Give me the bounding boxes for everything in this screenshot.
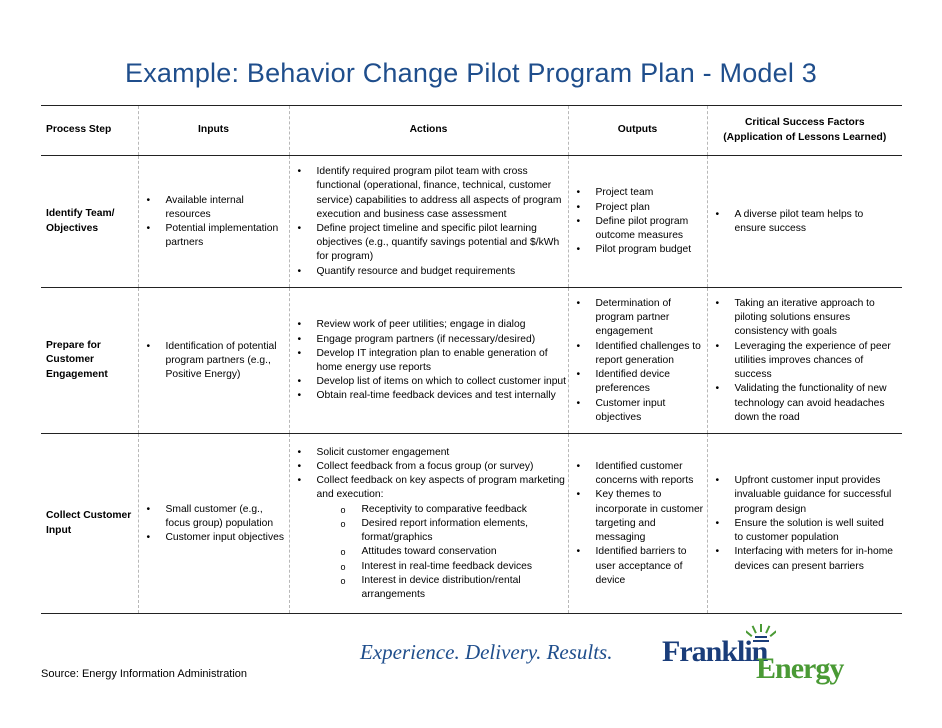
- list-item-text: Interfacing with meters for in-home devices can present barriers: [734, 546, 894, 572]
- list-item-text: Leveraging the experience of peer utilities improves chances of success: [734, 340, 891, 381]
- header-critical-success-factors: Critical Success Factors (Application of Lessons Learned): [707, 106, 902, 156]
- list-item-text: Ensure the solution is well suited to customer population: [734, 517, 884, 544]
- list-item: [139, 503, 289, 531]
- outputs-list: [569, 460, 707, 588]
- list-item-text: Engage program partners (if necessary/desired): [316, 333, 536, 345]
- list-item-text: Project team: [595, 187, 654, 199]
- list-item: [290, 460, 568, 474]
- inputs-list: [139, 194, 289, 251]
- sub-list-item: o Receptivity to comparative feedback: [317, 503, 568, 517]
- program-plan-table: [41, 105, 902, 614]
- list-item-text: Develop IT integration plan to enable generation of home energy use reports: [316, 347, 548, 373]
- list-item: [708, 208, 895, 236]
- sub-list: [317, 503, 568, 602]
- list-item-text: Identification of potential program partners (e.g., Positive Energy): [165, 340, 277, 381]
- actions-cell: [289, 288, 568, 434]
- list-item: [139, 222, 289, 250]
- list-item-text: Collect feedback on key aspects of program marketing and execution:: [316, 475, 565, 501]
- table-row: [41, 288, 902, 434]
- logo-word-franklin: Franklin: [662, 635, 768, 668]
- process-step-cell: Collect Customer Input: [41, 434, 138, 614]
- logo-word-energy: Energy: [756, 652, 844, 685]
- outputs-list: [569, 297, 707, 425]
- process-step-cell: Prepare for Customer Engagement: [41, 288, 138, 434]
- list-item: [708, 340, 895, 383]
- list-item-text: Define project timeline and specific pilot learning objectives (e.g., quantify savings potential and $/kWh for program): [316, 223, 560, 263]
- sub-list-item: o Desired report information elements, format/graphics: [317, 517, 568, 545]
- list-item: [290, 165, 568, 222]
- list-item-text: Validating the functionality of new technology can avoid headaches down the road: [734, 383, 887, 423]
- csf-list: [708, 208, 903, 236]
- tagline: Experience. Delivery. Results.: [360, 640, 613, 664]
- list-item: [708, 545, 895, 573]
- franklin-energy-logo: [662, 624, 842, 690]
- list-item-text: Identify required program pilot team with cross functional (operational, finance, technical, customer service) capabilities to address all aspects of program execution and business case assessment: [316, 166, 562, 220]
- list-item-text: Develop list of items on which to collect customer input: [316, 376, 567, 388]
- critical-success-factors-cell: [707, 434, 902, 614]
- inputs-cell: [138, 288, 289, 434]
- list-item-text: Collect feedback from a focus group (or survey): [316, 461, 534, 473]
- outputs-cell: [568, 434, 707, 614]
- list-item: [569, 340, 707, 368]
- inputs-cell: [138, 156, 289, 288]
- list-item-text: Obtain real-time feedback devices and test internally: [316, 390, 556, 402]
- list-item: [708, 517, 895, 545]
- outputs-list: [569, 186, 707, 257]
- list-item-text: Taking an iterative approach to piloting solutions ensures consistency with goals: [734, 298, 875, 338]
- process-step-cell: Identify Team/ Objectives: [41, 156, 138, 288]
- list-item: [139, 531, 289, 545]
- header-process-step: Process Step: [41, 106, 138, 156]
- list-item-text: Review work of peer utilities; engage in dialog: [316, 319, 526, 331]
- list-item: [569, 243, 707, 257]
- list-item: [290, 375, 568, 389]
- actions-list: [290, 165, 568, 279]
- header-outputs: Outputs: [568, 106, 707, 156]
- outputs-cell: [568, 156, 707, 288]
- list-item: [290, 222, 568, 265]
- inputs-cell: [138, 434, 289, 614]
- table-body: [41, 156, 902, 614]
- csf-list: [708, 474, 903, 573]
- list-item-text: Identified challenges to report generation: [595, 340, 701, 366]
- list-item-text: A diverse pilot team helps to ensure success: [734, 208, 864, 234]
- list-item-text: Small customer (e.g., focus group) population: [165, 503, 274, 529]
- actions-list: [290, 318, 568, 403]
- list-item: [290, 318, 568, 332]
- sub-list-item: o Attitudes toward conservation: [317, 545, 568, 559]
- list-item-text: Quantify resource and budget requirements: [316, 265, 516, 277]
- table-header-row: [41, 106, 902, 156]
- list-item: [290, 446, 568, 460]
- list-item-text: Project plan: [595, 201, 650, 213]
- outputs-cell: [568, 288, 707, 434]
- list-item-text: Identified barriers to user acceptance of device: [595, 546, 687, 586]
- list-item: [569, 545, 707, 588]
- list-item: [708, 382, 895, 425]
- list-item-text: Define pilot program outcome measures: [595, 215, 689, 242]
- critical-success-factors-cell: [707, 156, 902, 288]
- list-item-text: Determination of program partner engagement: [595, 298, 672, 338]
- list-item-text: Identified device preferences: [595, 369, 670, 395]
- list-item-text: Upfront customer input provides invaluable guidance for successful program design: [734, 475, 892, 515]
- critical-success-factors-cell: [707, 288, 902, 434]
- table-row: [41, 434, 902, 614]
- header-inputs: Inputs: [138, 106, 289, 156]
- list-item: [139, 194, 289, 222]
- list-item: [569, 460, 707, 488]
- inputs-list: [139, 503, 289, 546]
- list-item-text: Key themes to incorporate in customer targeting and messaging: [595, 489, 704, 544]
- list-item: [569, 215, 707, 243]
- sub-list-item: o Interest in real-time feedback devices: [317, 560, 568, 574]
- list-item: [569, 186, 707, 200]
- sub-list-item: o Interest in device distribution/rental arrangements: [317, 574, 568, 602]
- list-item: [569, 397, 707, 425]
- actions-cell: [289, 156, 568, 288]
- list-item-text: Available internal resources: [165, 194, 244, 220]
- list-item: [569, 368, 707, 396]
- list-item: [569, 297, 707, 340]
- actions-list: [290, 446, 568, 602]
- page-title: Example: Behavior Change Pilot Program Plan - Model 3: [125, 58, 817, 88]
- source-note: Source: Energy Information Administration: [41, 668, 248, 680]
- list-item-text: Pilot program budget: [595, 244, 692, 256]
- list-item-text: Customer input objectives: [165, 532, 284, 544]
- list-item: [290, 265, 568, 279]
- list-item: [290, 333, 568, 347]
- list-item-text: Identified customer concerns with reports: [595, 461, 694, 487]
- list-item: [569, 488, 707, 545]
- actions-cell: [289, 434, 568, 614]
- list-item-text: Solicit customer engagement: [316, 446, 450, 458]
- list-item: [139, 340, 289, 383]
- list-item: [290, 389, 568, 403]
- list-item-text: Customer input objectives: [595, 397, 666, 423]
- list-item: [708, 297, 895, 340]
- list-item: [708, 474, 895, 517]
- inputs-list: [139, 340, 289, 383]
- csf-list: [708, 297, 903, 425]
- header-actions: Actions: [289, 106, 568, 156]
- list-item: [290, 474, 568, 602]
- table-row: [41, 156, 902, 288]
- list-item: [290, 347, 568, 375]
- list-item: [569, 201, 707, 215]
- list-item-text: Potential implementation partners: [165, 223, 279, 249]
